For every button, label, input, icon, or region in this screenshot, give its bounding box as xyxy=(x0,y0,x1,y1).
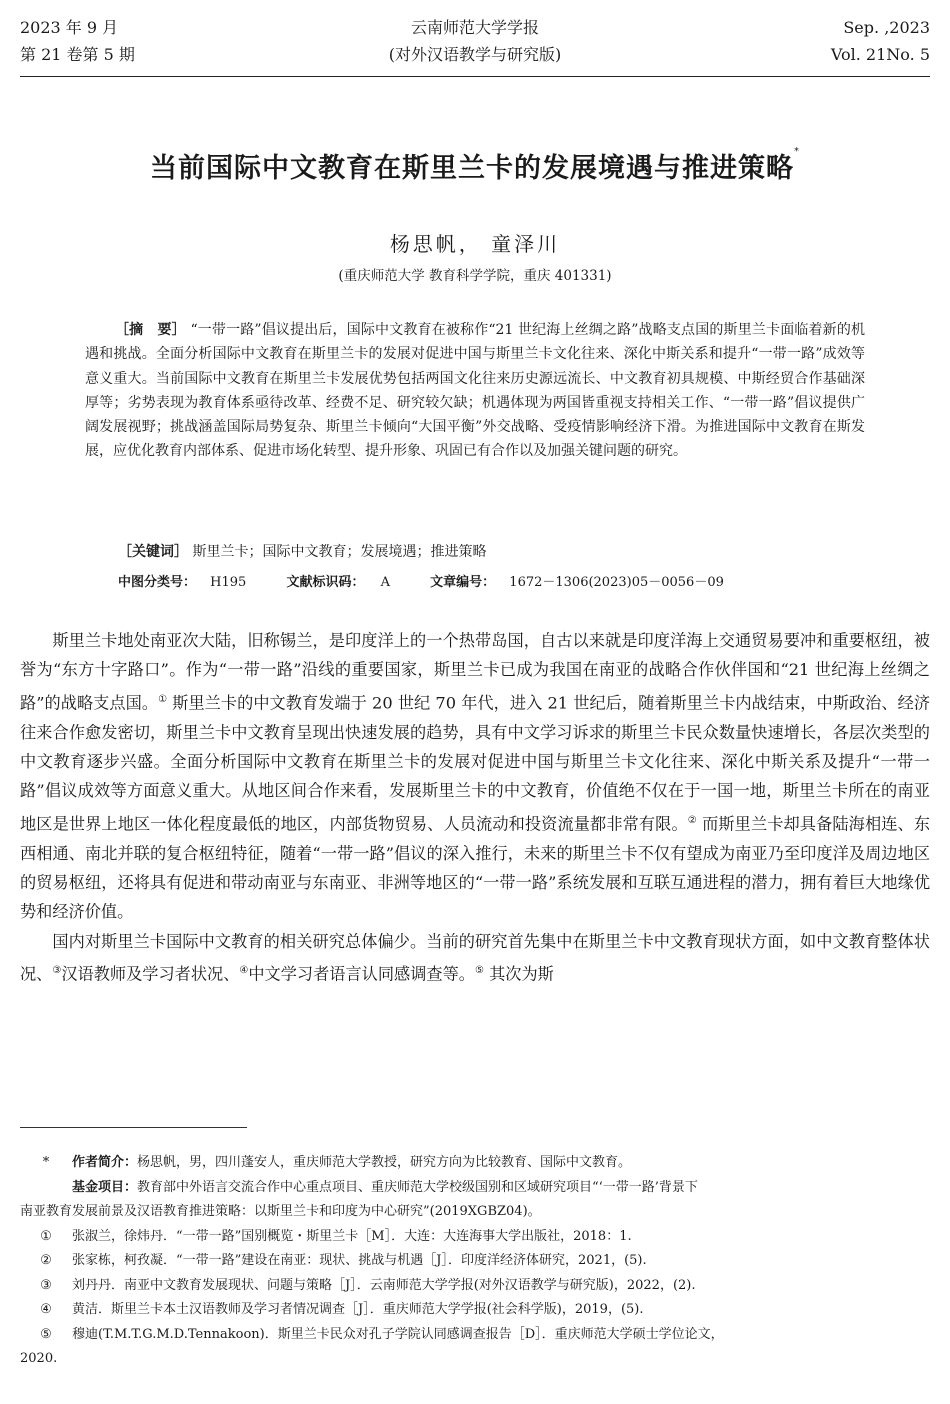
footnote-2-text: 张家栋，柯孜凝．“一带一路”建设在南亚：现状、挑战与机遇［J］．印度洋经济体研究，2021，(5). xyxy=(72,1253,647,1268)
p2-text-c: 中文学习者语言认同感调查等。 xyxy=(248,964,475,984)
footnote-4-mark: ④ xyxy=(40,1302,52,1317)
keywords-text: 斯里兰卡；国际中文教育；发展境遇；推进策略 xyxy=(192,544,487,560)
authors: 杨思帆， 童泽川 xyxy=(389,232,561,256)
footnote-1-text: 张淑兰，徐炜丹．“一带一路”国别概览・斯里兰卡［M］．大连：大连海事大学出版社，2018：1. xyxy=(72,1228,632,1244)
footnote-3 xyxy=(20,1274,930,1299)
footnote-ref-4[interactable]: ④ xyxy=(239,965,249,977)
journal-subtitle: (对外汉语教学与研究版) xyxy=(388,45,562,64)
author-note xyxy=(20,1151,930,1176)
footnote-5-text: 穆迪(T.M.T.G.M.D.Tennakoon)．斯里兰卡民众对孔子学院认同感调查报告［D］．重庆师范大学硕士学位论文， xyxy=(72,1326,724,1342)
footnote-5 xyxy=(20,1323,930,1348)
p2-text-d: 其次为斯 xyxy=(483,964,554,984)
title-footnote-mark: * xyxy=(794,146,800,157)
footnote-ref-3[interactable]: ③ xyxy=(52,965,62,977)
header-date-en: Sep. ,2023 xyxy=(843,18,930,37)
footnotes xyxy=(20,1151,930,1372)
fund-note-continued: 南亚教育发展前景及汉语教育推进策略：以斯里兰卡和印度为中心研究”(2019XGBZ04)。 xyxy=(20,1204,541,1219)
fund-text: 教育部中外语言交流合作中心重点项目、重庆师范大学校级国别和区域研究项目“‘一带一路’背景下 xyxy=(137,1179,698,1195)
author-note-mark: * xyxy=(42,1155,50,1170)
paragraph-1 xyxy=(20,626,930,927)
header-date: 2023 年 9 月 xyxy=(20,18,119,37)
footnote-5-continued: 2020. xyxy=(20,1351,58,1366)
footnote-2-mark: ② xyxy=(40,1253,52,1268)
footnote-3-mark: ③ xyxy=(40,1277,52,1293)
footnote-2 xyxy=(20,1249,930,1274)
paragraph-2 xyxy=(20,927,930,989)
clc-label: 中图分类号： xyxy=(118,575,197,590)
author-note-label: 作者简介： xyxy=(72,1155,138,1170)
footnote-5-mark: ⑤ xyxy=(40,1326,52,1342)
footnote-1-mark: ① xyxy=(40,1228,52,1244)
p1-text-b: 斯里兰卡的中文教育发端于 20 世纪 70 年代，进入 21 世纪后，随着斯里兰卡内战结束，中斯政治、经济往来合作愈发密切，斯里兰卡中文教育呈现出快速发展的趋势，具有中文学习诉求的斯里兰卡民众数量快速增长，各层次类型的中文教育逐步兴盛。全面分析国际中文教育在斯里兰卡的发展对促进中国与斯里兰卡文化往来、深化中斯关系及提升“一带一路”倡议成效等方面意义重大。从地区间合作来看，发展斯里兰卡的中文教育，价值绝不仅在于一国一地，斯里兰卡所在的南亚地区是世界上地区一体化程度最低的地区，内部货物贸易、人员流动和投资流量都非常有限。 xyxy=(20,693,931,834)
article-body xyxy=(20,626,930,989)
classification-line xyxy=(118,571,724,590)
title-text: 当前国际中文教育在斯里兰卡的发展境遇与推进策略 xyxy=(150,153,794,184)
abstract xyxy=(85,318,865,464)
footnote-ref-2[interactable]: ② xyxy=(687,814,697,826)
fund-note xyxy=(20,1176,930,1201)
footnote-ref-5[interactable]: ⑤ xyxy=(475,965,484,977)
affiliation: (重庆师范大学 教育科学学院，重庆 401331) xyxy=(338,268,612,284)
footnote-4-text: 黄洁．斯里兰卡本土汉语教师及学习者情况调查［J］．重庆师范大学学报(社会科学版)，2019，(5). xyxy=(72,1302,644,1317)
doc-code-label: 文献标识码： xyxy=(286,575,365,590)
header-volume-cn: 第 21 卷第 5 期 xyxy=(20,45,135,64)
article-no-label: 文章编号： xyxy=(430,575,496,590)
author-note-text: 杨思帆，男，四川蓬安人，重庆师范大学教授，研究方向为比较教育、国际中文教育。 xyxy=(137,1155,632,1170)
keywords xyxy=(118,541,486,561)
abstract-label: ［摘 要］ xyxy=(115,322,186,338)
doc-code-value: A xyxy=(380,575,390,590)
p1-text-c: 而斯里兰卡却具备陆海相连、东西相通、南北并联的复合枢纽特征，随着“一带一路”倡议的深入推行，未来的斯里兰卡不仅有望成为南亚乃至印度洋及周边地区的贸易枢纽，还将具有促进和带动南亚与东南亚、非洲等地区的“一带一路”系统发展和互联互通进程的潜力，拥有着巨大地缘优势和经济价值。 xyxy=(20,814,931,922)
keywords-label: ［关键词］ xyxy=(118,544,188,560)
article-title xyxy=(0,146,950,185)
p2-text: 国内对斯里兰卡国际中文教育的相关研究总体偏少。当前的研究首先集中在斯里兰卡中文教育现状方面，如中文教育整体状况、 xyxy=(20,931,930,984)
issue-date-en xyxy=(831,14,930,68)
footnote-4 xyxy=(20,1298,930,1323)
journal-name xyxy=(20,14,930,68)
footnote-ref-1[interactable]: ① xyxy=(158,693,168,705)
fund-label: 基金项目： xyxy=(72,1179,138,1195)
clc-value: H195 xyxy=(210,575,247,590)
p1-text: 斯里兰卡地处南亚次大陆，旧称锡兰，是印度洋上的一个热带岛国，自古以来就是印度洋海上交通贸易要冲和重要枢纽，被誉为“东方十字路口”。作为“一带一路”沿线的重要国家，斯里兰卡已成为我国在南亚的战略合作伙伴国和“21 世纪海上丝绸之路”的战略支点国。 xyxy=(20,631,930,713)
footnote-1 xyxy=(20,1225,930,1250)
p2-text-b: 汉语教师及学习者状况、 xyxy=(61,964,240,984)
header-rule xyxy=(20,76,930,77)
abstract-text: “一带一路”倡议提出后，国际中文教育在被称作“21 世纪海上丝绸之路”战略支点国的斯里兰卡面临着新的机遇和挑战。全面分析国际中文教育在斯里兰卡的发展对促进中国与斯里兰卡文化往来、深化中斯关系和提升“一带一路”成效等意义重大。当前国际中文教育在斯里兰卡发展优势包括两国文化往来历史源远流长、中文教育初具规模、中斯经贸合作基础深厚等；劣势表现为教育体系亟待改革、经费不足、研究较欠缺；机遇体现为两国皆重视支持相关工作、“一带一路”倡议提供广阔发展视野；挑战涵盖国际局势复杂、斯里兰卡倾向“大国平衡”外交战略、受疫情影响经济下滑。为推进国际中文教育在斯发展，应优化教育内部体系、促进市场化转型、提升形象、巩固已有合作以及加强关键问题的研究。 xyxy=(85,322,866,460)
footnote-rule xyxy=(20,1127,247,1128)
footnote-3-text: 刘丹丹．南亚中文教育发展现状、问题与策略［J］．云南师范大学学报(对外汉语教学与研究版)，2022，(2). xyxy=(72,1277,696,1293)
header-volume-en: Vol. 21No. 5 xyxy=(830,45,930,64)
journal-title: 云南师范大学学报 xyxy=(410,18,539,37)
running-header xyxy=(20,14,930,72)
article-no-value: 1672－1306(2023)05－0056－09 xyxy=(509,575,724,590)
